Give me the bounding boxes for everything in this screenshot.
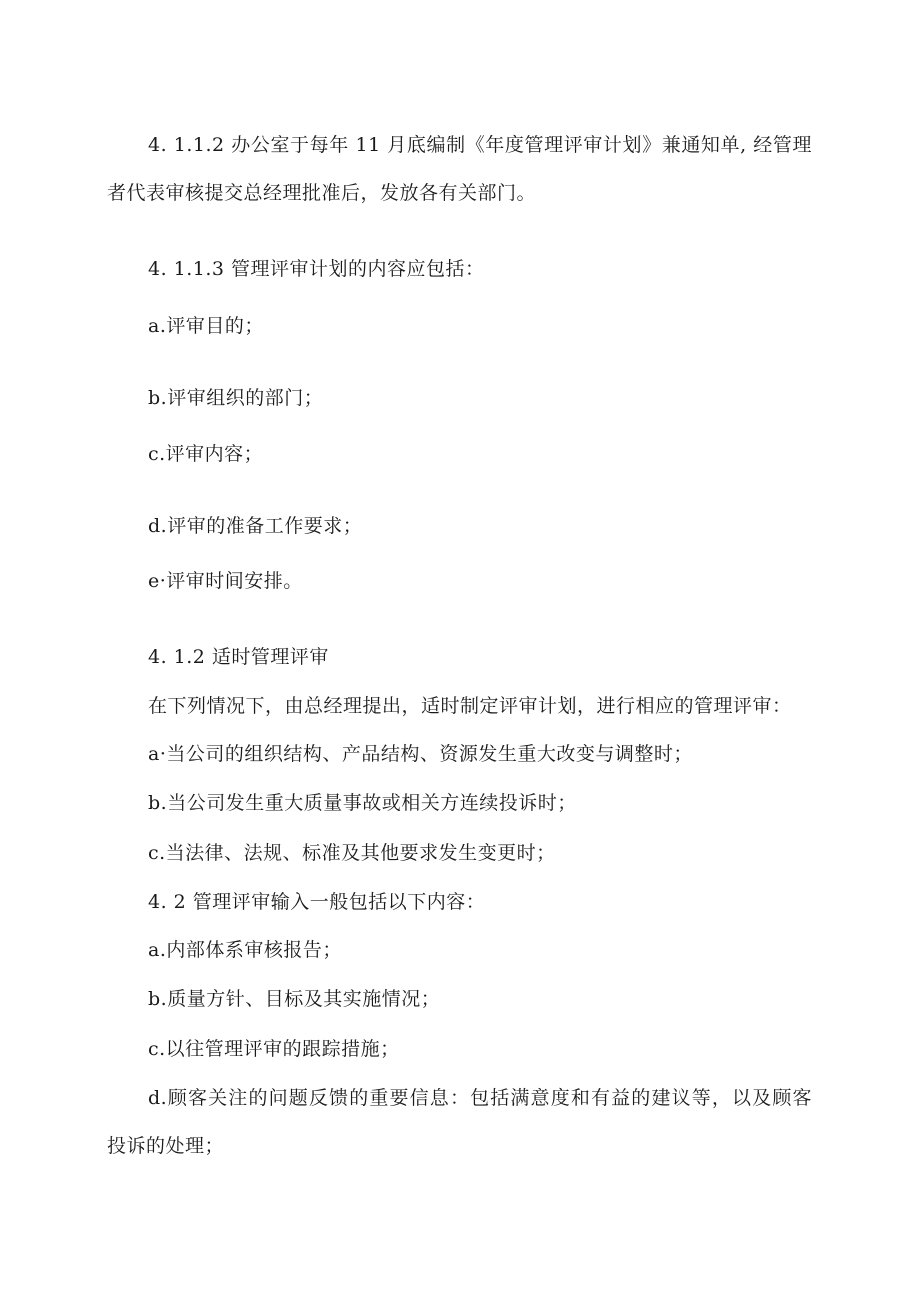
heading-4-2: 4. 2 管理评审输入一般包括以下内容： [148,891,486,913]
paragraph-conditions: 在下列情况下，由总经理提出，适时制定评审计划，进行相应的管理评审： [148,695,792,717]
input-item-b: b.质量方针、目标及其实施情况； [148,988,441,1010]
paragraph-4-1-1-2-line-2: 者代表审核提交总经理批准后，发放各有关部门。 [107,182,537,204]
list-item-e: e·评审时间安排。 [148,570,303,592]
heading-4-1-2: 4. 1.2 适时管理评审 [148,646,329,668]
input-item-a: a.内部体系审核报告； [148,939,342,961]
condition-item-a: a·当公司的组织结构、产品结构、资源发生重大改变与调整时； [148,743,693,765]
input-item-c: c.以往管理评审的跟踪措施； [148,1038,400,1060]
list-item-b: b.评审组织的部门； [148,387,324,409]
input-item-d-line-1: d.顾客关注的问题反馈的重要信息：包括满意度和有益的建议等，以及顾客 [148,1087,812,1109]
input-item-d-line-2: 投诉的处理； [107,1135,225,1157]
heading-4-1-1-3: 4. 1.1.3 管理评审计划的内容应包括： [148,258,485,280]
list-item-a: a.评审目的； [148,315,264,337]
list-item-d: d.评审的准备工作要求； [148,515,363,537]
paragraph-4-1-1-2-line-1: 4. 1.1.2 办公室于每年 11 月底编制《年度管理评审计划》兼通知单, 经管理 [148,134,812,156]
condition-item-b: b.当公司发生重大质量事故或相关方连续投诉时； [148,792,577,814]
condition-item-c: c.当法律、法规、标准及其他要求发生变更时； [148,842,556,864]
list-item-c: c.评审内容； [148,443,264,465]
